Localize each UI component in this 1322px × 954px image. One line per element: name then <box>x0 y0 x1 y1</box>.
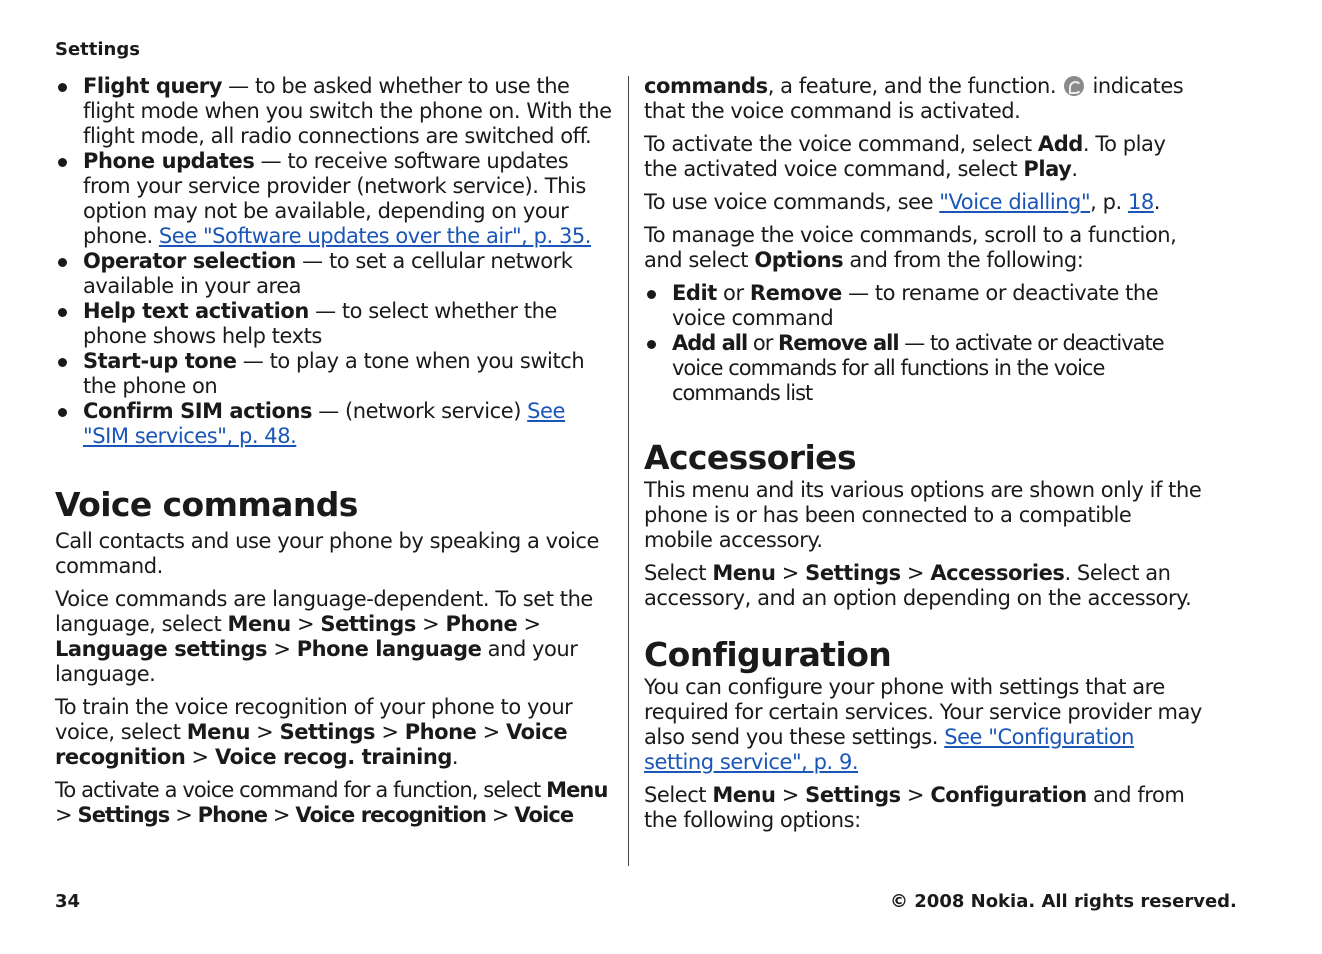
item-term: Help text activation <box>83 299 309 323</box>
item-term: Phone updates <box>83 149 255 173</box>
options-list <box>644 281 1204 406</box>
running-header: Settings <box>55 39 140 60</box>
configuration-service-link[interactable]: See "Configuration setting service", p. 9. <box>644 725 1135 774</box>
left-column <box>55 74 615 836</box>
copyright: © 2008 Nokia. All rights reserved. <box>890 891 1237 912</box>
accessories-intro: This menu and its various options are shown only if the phone is or has been connected to a compatible mobile accessory. <box>644 478 1202 552</box>
voice-commands-heading: Voice commands <box>55 485 358 524</box>
page-number: 34 <box>55 891 81 912</box>
right-column <box>644 74 1204 841</box>
list-item: Add all or Remove all — to activate or deactivate voice commands for all functions in the voice commands list <box>644 331 1204 406</box>
item-term: Flight query <box>83 74 222 98</box>
configuration-select: Select Menu > Settings > Configuration and from the following options: <box>644 783 1185 832</box>
configuration-heading: Configuration <box>644 635 892 674</box>
list-item: Help text activation — to select whether the phone shows help texts <box>55 299 615 349</box>
item-term: Operator selection <box>83 249 296 273</box>
software-updates-link[interactable]: See "Software updates over the air", p. 35. <box>158 224 592 248</box>
accessories-heading: Accessories <box>644 438 857 477</box>
page-18-link[interactable]: 18 <box>1127 190 1154 214</box>
item-term: Start-up tone <box>83 349 237 373</box>
voice-language-paragraph: Voice commands are language-dependent. To set the language, select Menu > Settings > Phone > Language settings > Phone language and your language. <box>55 587 593 686</box>
list-item: Phone updates — to receive software updates from your service provider (network service). This option may not be available, depending on your phone. See "Software updates over the air", p. 35. <box>55 149 615 249</box>
list-item: Flight query — to be asked whether to use the flight mode when you switch the phone on. With the flight mode, all radio connections are switched off. <box>55 74 615 149</box>
voice-command-icon <box>1064 76 1084 96</box>
configuration-intro: You can configure your phone with settings that are required for certain services. Your service provider may also send you these settings. See "Configuration setting service", p. 9. <box>644 675 1202 774</box>
list-item: Confirm SIM actions — (network service) See "SIM services", p. 48. <box>55 399 615 449</box>
manage-paragraph: To manage the voice commands, scroll to a function, and select Options and from the following: <box>644 223 1177 272</box>
item-term: Confirm SIM actions <box>83 399 313 423</box>
voice-dialling-link[interactable]: "Voice dialling" <box>939 190 1091 214</box>
voice-training-paragraph: To train the voice recognition of your phone to your voice, select Menu > Settings > Phone > Voice recognition > Voice recog. training. <box>55 695 573 769</box>
list-item: Edit or Remove — to rename or deactivate the voice command <box>644 281 1204 331</box>
add-play-paragraph: To activate the voice command, select Add. To play the activated voice command, select Play. <box>644 132 1166 181</box>
voice-intro: Call contacts and use your phone by speaking a voice command. <box>55 529 599 578</box>
column-divider <box>628 76 629 866</box>
voice-dialling-paragraph: To use voice commands, see "Voice dialling", p. 18. <box>644 190 1161 214</box>
settings-list <box>55 74 615 449</box>
accessories-select: Select Menu > Settings > Accessories. Select an accessory, and an option depending on the accessory. <box>644 561 1192 610</box>
list-item: Operator selection — to set a cellular network available in your area <box>55 249 615 299</box>
list-item: Start-up tone — to play a tone when you switch the phone on <box>55 349 615 399</box>
voice-commands-continued: commands, a feature, and the function. indicates that the voice command is activated. <box>644 74 1184 123</box>
voice-activate-paragraph: To activate a voice command for a function, select Menu > Settings > Phone > Voice recognition > Voice <box>55 778 608 827</box>
sim-services-link[interactable]: See "SIM services", p. 48. <box>83 399 565 448</box>
